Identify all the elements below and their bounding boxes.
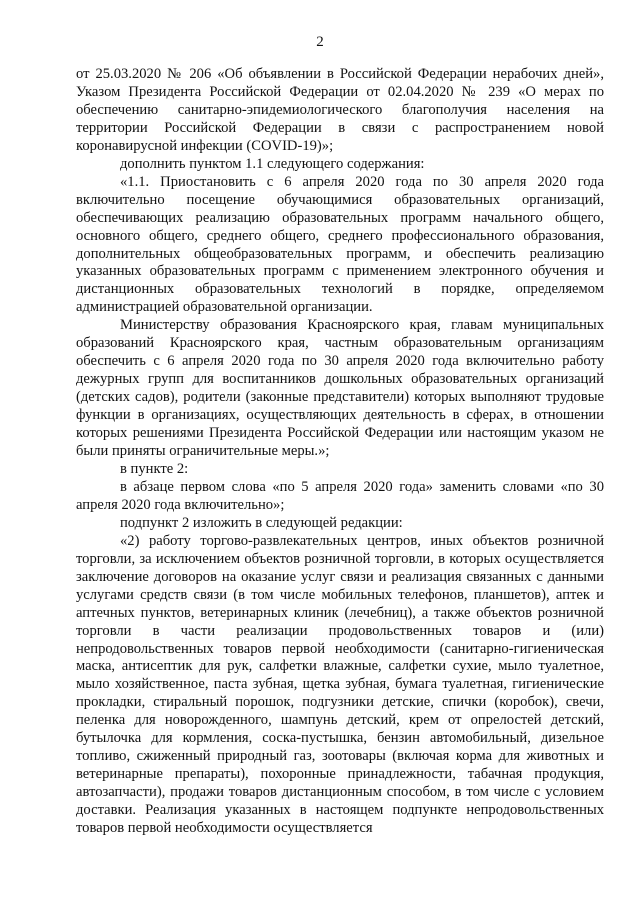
paragraph: подпункт 2 изложить в следующей редакции: <box>120 514 403 531</box>
paragraph: дополнить пунктом 1.1 следующего содержания: <box>120 155 425 172</box>
paragraph: в пункте 2: <box>120 460 189 477</box>
paragraph: в абзаце первом слова «по 5 апреля 2020 года» заменить словами «по 30 апреля 2020 года включительно»; <box>76 478 604 513</box>
paragraph: Министерству образования Красноярского края, главам муниципальных образований Красноярского края, частным образовательным организациям обеспечить с 6 апреля 2020 года по 30 апреля 2020 года включительно работу дежурных групп для воспитанников дошкольных образовательных организаций (детских садов), родители (законные представители) которых выполняют трудовые функции в организациях, осуществляющих деятельность в сферах, в отношении которых решениями Президента Российской Федерации или настоящим указом не были приняты ограничительные меры.»; <box>76 317 604 460</box>
paragraph: от 25.03.2020 № 206 «Об объявлении в Российской Федерации нерабочих дней», Указом Президента Российской Федерации от 02.04.2020 № 239 «О мерах по обеспечению санитарно-эпидемиологического благополучия населения на территории Российской Федерации в связи с распространением новой коронавирусной инфекции (COVID-19)»; <box>76 66 604 154</box>
paragraph: «2) работу торгово-развлекательных центров, иных объектов розничной торговли, за исключением объектов розничной торговли, в которых осуществляется заключение договоров на оказание услуг связи и реализация связанных с данными услугами средств связи (в том числе мобильных телефонов, планшетов), аптек и аптечных пунктов, ветеринарных клиник (лечебниц), а также объектов розничной торговли в части реализации продовольственных товаров и (или) непродовольственных товаров первой необходимости (санитарно-гигиеническая маска, антисептик для рук, салфетки влажные, салфетки сухие, мыло туалетное, мыло хозяйственное, паста зубная, щетка зубная, бумага туалетная, гигиенические прокладки, стиральный порошок, подгузники детские, спички (коробок), свечи, пеленка для новорожденного, шампунь детский, крем от опрелостей детский, бутылочка для кормления, соска-пустышка, бензин автомобильный, дизельное топливо, сжиженный природный газ, зоотовары (включая корма для животных и ветеринарные препараты), похоронные принадлежности, табачная продукция, автозапчасти), продажи товаров дистанционным способом, в том числе с условием доставки. Реализация указанных в настоящем подпункте непродовольственных товаров первой необходимости осуществляется <box>76 532 604 837</box>
page-number: 2 <box>316 34 324 50</box>
document-body <box>76 66 604 838</box>
paragraph: «1.1. Приостановить с 6 апреля 2020 года по 30 апреля 2020 года включительно посещение обучающимися образовательных организаций, обеспечивающих реализацию образовательных программ начального общего, основного общего, среднего общего, среднего профессионального образования, дополнительных общеобразовательных программ, и обеспечить реализацию указанных образовательных программ с применением электронного обучения и дистанционных образовательных технологий в порядке, определяемом администрацией образовательной организации. <box>76 173 604 316</box>
